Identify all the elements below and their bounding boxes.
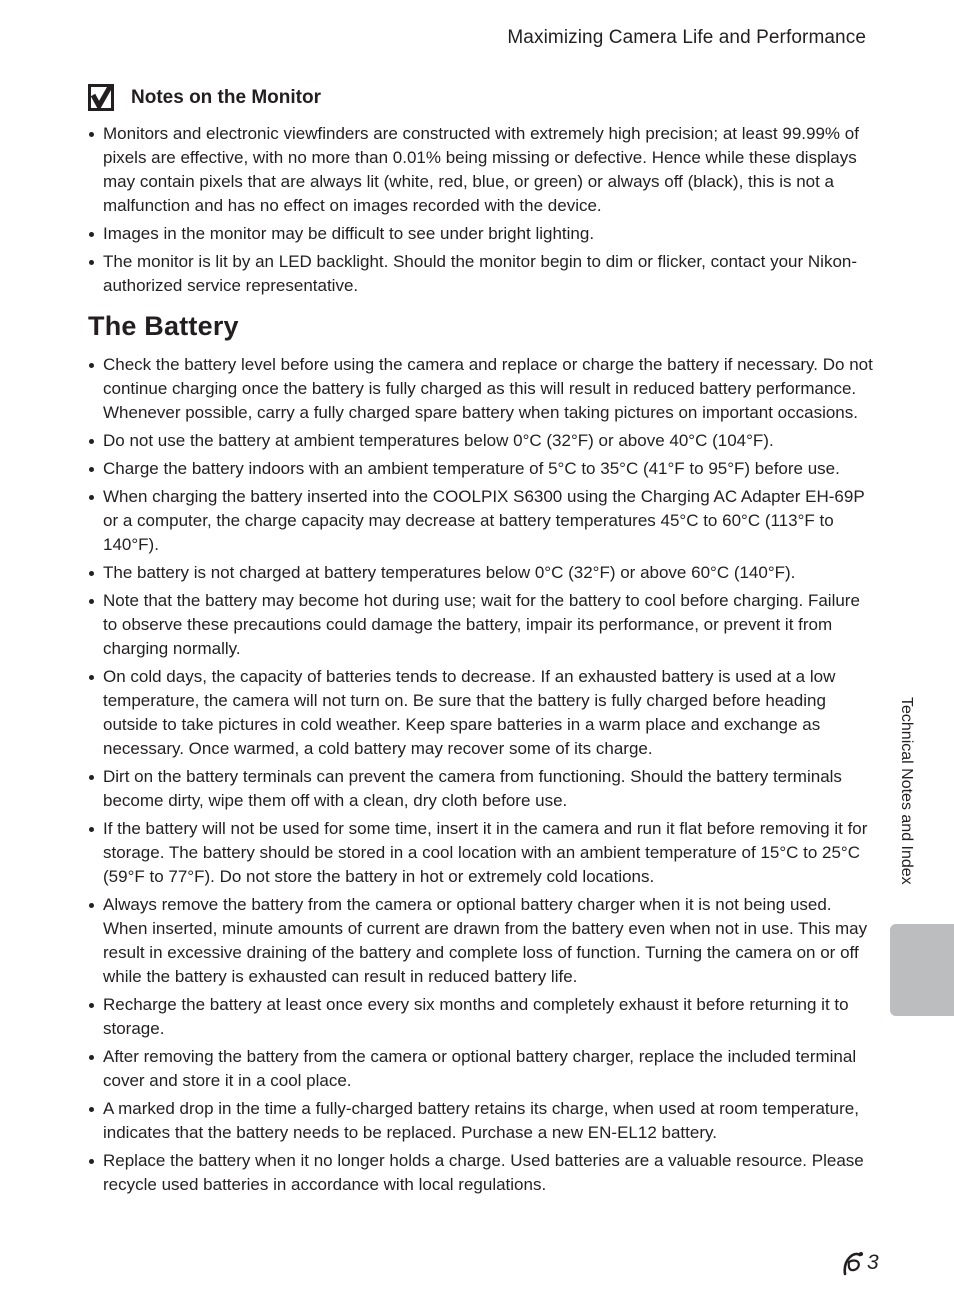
list-item: Note that the battery may become hot during use; wait for the battery to cool before charging. Failure to observe these precautions could damage the battery, impair its performance, or prevent it from charging normally. [88, 589, 878, 661]
list-item: Dirt on the battery terminals can prevent the camera from functioning. Should the battery terminals become dirty, wipe them off with a clean, dry cloth before use. [88, 765, 878, 813]
side-tab-label: Technical Notes and Index [898, 697, 915, 885]
list-item: A marked drop in the time a fully-charged battery retains its charge, when used at room temperature, indicates that the battery needs to be replaced. Purchase a new EN-EL12 battery. [88, 1097, 878, 1145]
list-item: Always remove the battery from the camera or optional battery charger when it is not being used. When inserted, minute amounts of current are drawn from the battery even when not in use. This may result in excessive draining of the battery and complete loss of function. Turning the camera on or off while the battery is exhausted can result in reduced battery life. [88, 893, 878, 989]
running-header: Maximizing Camera Life and Performance [507, 27, 866, 48]
list-item: After removing the battery from the camera or optional battery charger, replace the included terminal cover and store it in a cool place. [88, 1045, 878, 1093]
list-item: Charge the battery indoors with an ambient temperature of 5°C to 35°C (41°F to 95°F) before use. [88, 457, 878, 481]
list-item: Images in the monitor may be difficult to see under bright lighting. [88, 222, 878, 246]
list-item: Recharge the battery at least once every six months and completely exhaust it before returning it to storage. [88, 993, 878, 1041]
battery-list [88, 353, 878, 1201]
list-item: On cold days, the capacity of batteries tends to decrease. If an exhausted battery is used at a low temperature, the camera will not turn on. Be sure that the battery is fully charged before heading outside to take pictures in cold weather. Keep spare batteries in a warm place and exchange as necessary. Once warmed, a cold battery may recover some of its charge. [88, 665, 878, 761]
section-title: The Battery [88, 311, 239, 341]
page-number-text: 3 [867, 1251, 879, 1274]
list-item: If the battery will not be used for some time, insert it in the camera and run it flat before removing it for storage. The battery should be stored in a cool location with an ambient temperature of 15°C to 25°C (59°F to 77°F). Do not store the battery in hot or extremely cold locations. [88, 817, 878, 889]
technical-notes-section-icon [841, 1250, 865, 1276]
list-item: Replace the battery when it no longer holds a charge. Used batteries are a valuable resource. Please recycle used batteries in accordance with local regulations. [88, 1149, 878, 1197]
side-tab[interactable] [890, 924, 954, 1016]
list-item: Check the battery level before using the camera and replace or charge the battery if necessary. Do not continue charging once the battery is fully charged as this will result in reduced battery performance. Whenever possible, carry a fully charged spare battery when taking pictures on important occasions. [88, 353, 878, 425]
notes-heading [88, 84, 321, 111]
notes-title: Notes on the Monitor [131, 86, 321, 108]
notes-list [88, 122, 878, 302]
list-item: Do not use the battery at ambient temperatures below 0°C (32°F) or above 40°C (104°F). [88, 429, 878, 453]
page-number [841, 1250, 879, 1276]
list-item: The monitor is lit by an LED backlight. Should the monitor begin to dim or flicker, contact your Nikon-authorized service representative. [88, 250, 878, 298]
list-item: The battery is not charged at battery temperatures below 0°C (32°F) or above 60°C (140°F). [88, 561, 878, 585]
list-item: Monitors and electronic viewfinders are constructed with extremely high precision; at least 99.99% of pixels are effective, with no more than 0.01% being missing or defective. Hence while these displays may contain pixels that are always lit (white, red, blue, or green) or always off (black), this is not a malfunction and has no effect on images recorded with the device. [88, 122, 878, 218]
check-note-icon [88, 84, 114, 111]
list-item: When charging the battery inserted into the COOLPIX S6300 using the Charging AC Adapter EH-69P or a computer, the charge capacity may decrease at battery temperatures 45°C to 60°C (113°F to 140°F). [88, 485, 878, 557]
